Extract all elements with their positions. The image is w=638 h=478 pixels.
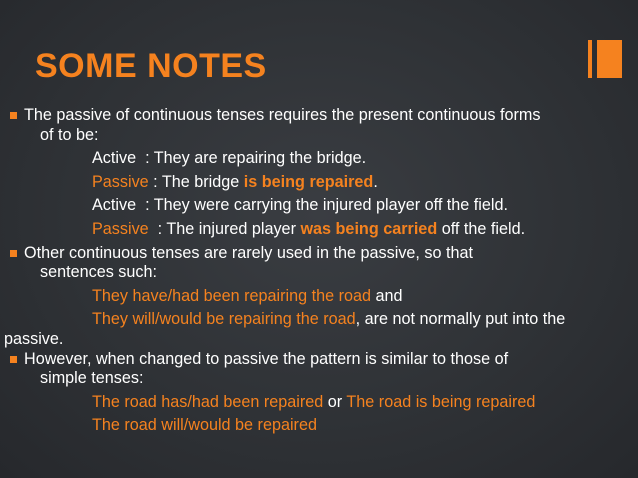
example-highlight: is being repaired <box>243 172 374 191</box>
example-label: Passive <box>92 219 149 238</box>
example-text: , are not normally put into the <box>355 310 566 329</box>
bullet-2-line-1 <box>0 244 638 264</box>
example-highlight: was being carried <box>300 219 438 238</box>
example-highlight: The road will/would be repaired <box>92 416 317 435</box>
square-bullet-icon <box>10 356 17 363</box>
example-text: : They are repairing the bridge. <box>136 149 367 168</box>
example-text: and <box>370 286 403 305</box>
bullet-1-line-1 <box>0 106 638 126</box>
example-active-1 <box>0 149 638 169</box>
notes-body <box>0 106 638 436</box>
example-text: . <box>373 172 378 191</box>
example-text: off the field. <box>437 219 526 238</box>
bullet-2-line-2 <box>0 263 638 283</box>
example-simple-2 <box>0 416 638 436</box>
bullet-2-line-5 <box>0 330 638 350</box>
bullet-2-continuation: passive. <box>4 329 64 348</box>
bullet-3-line-1 <box>0 350 638 370</box>
example-simple-1 <box>0 393 638 413</box>
bullet-3-line-2 <box>0 369 638 389</box>
decorative-bar-thick <box>597 40 622 78</box>
example-continuous-2 <box>0 310 638 330</box>
square-bullet-icon <box>10 250 17 257</box>
example-highlight: The road is being repaired <box>346 392 536 411</box>
bullet-3-text: However, when changed to passive the pattern is similar to those of <box>24 349 509 368</box>
decorative-bar-thin <box>588 40 592 78</box>
slide-title: SOME NOTES <box>35 47 267 85</box>
example-highlight: The road has/had been repaired <box>92 392 324 411</box>
example-label: Passive <box>92 172 149 191</box>
bullet-3-continuation: simple tenses: <box>40 369 144 388</box>
example-label: Active <box>92 149 137 168</box>
example-label: Active <box>92 196 137 215</box>
example-text: : They were carrying the injured player off the field. <box>136 196 509 215</box>
example-continuous-1 <box>0 287 638 307</box>
example-passive-2 <box>0 220 638 240</box>
square-bullet-icon <box>10 112 17 119</box>
example-text: : The injured player <box>148 219 301 238</box>
example-passive-1 <box>0 173 638 193</box>
example-highlight: They will/would be repairing the road <box>92 310 356 329</box>
bullet-2-text: Other continuous tenses are rarely used in the passive, so that <box>24 243 474 262</box>
example-text: or <box>323 392 347 411</box>
example-active-2 <box>0 196 638 216</box>
bullet-1-line-2 <box>0 126 638 146</box>
example-highlight: They have/had been repairing the road <box>92 286 371 305</box>
bullet-2-continuation: sentences such: <box>40 263 157 282</box>
bullet-1-continuation: of to be: <box>40 125 99 144</box>
example-text: : The bridge <box>148 172 244 191</box>
bullet-1-text: The passive of continuous tenses requires the present continuous forms <box>24 106 541 124</box>
